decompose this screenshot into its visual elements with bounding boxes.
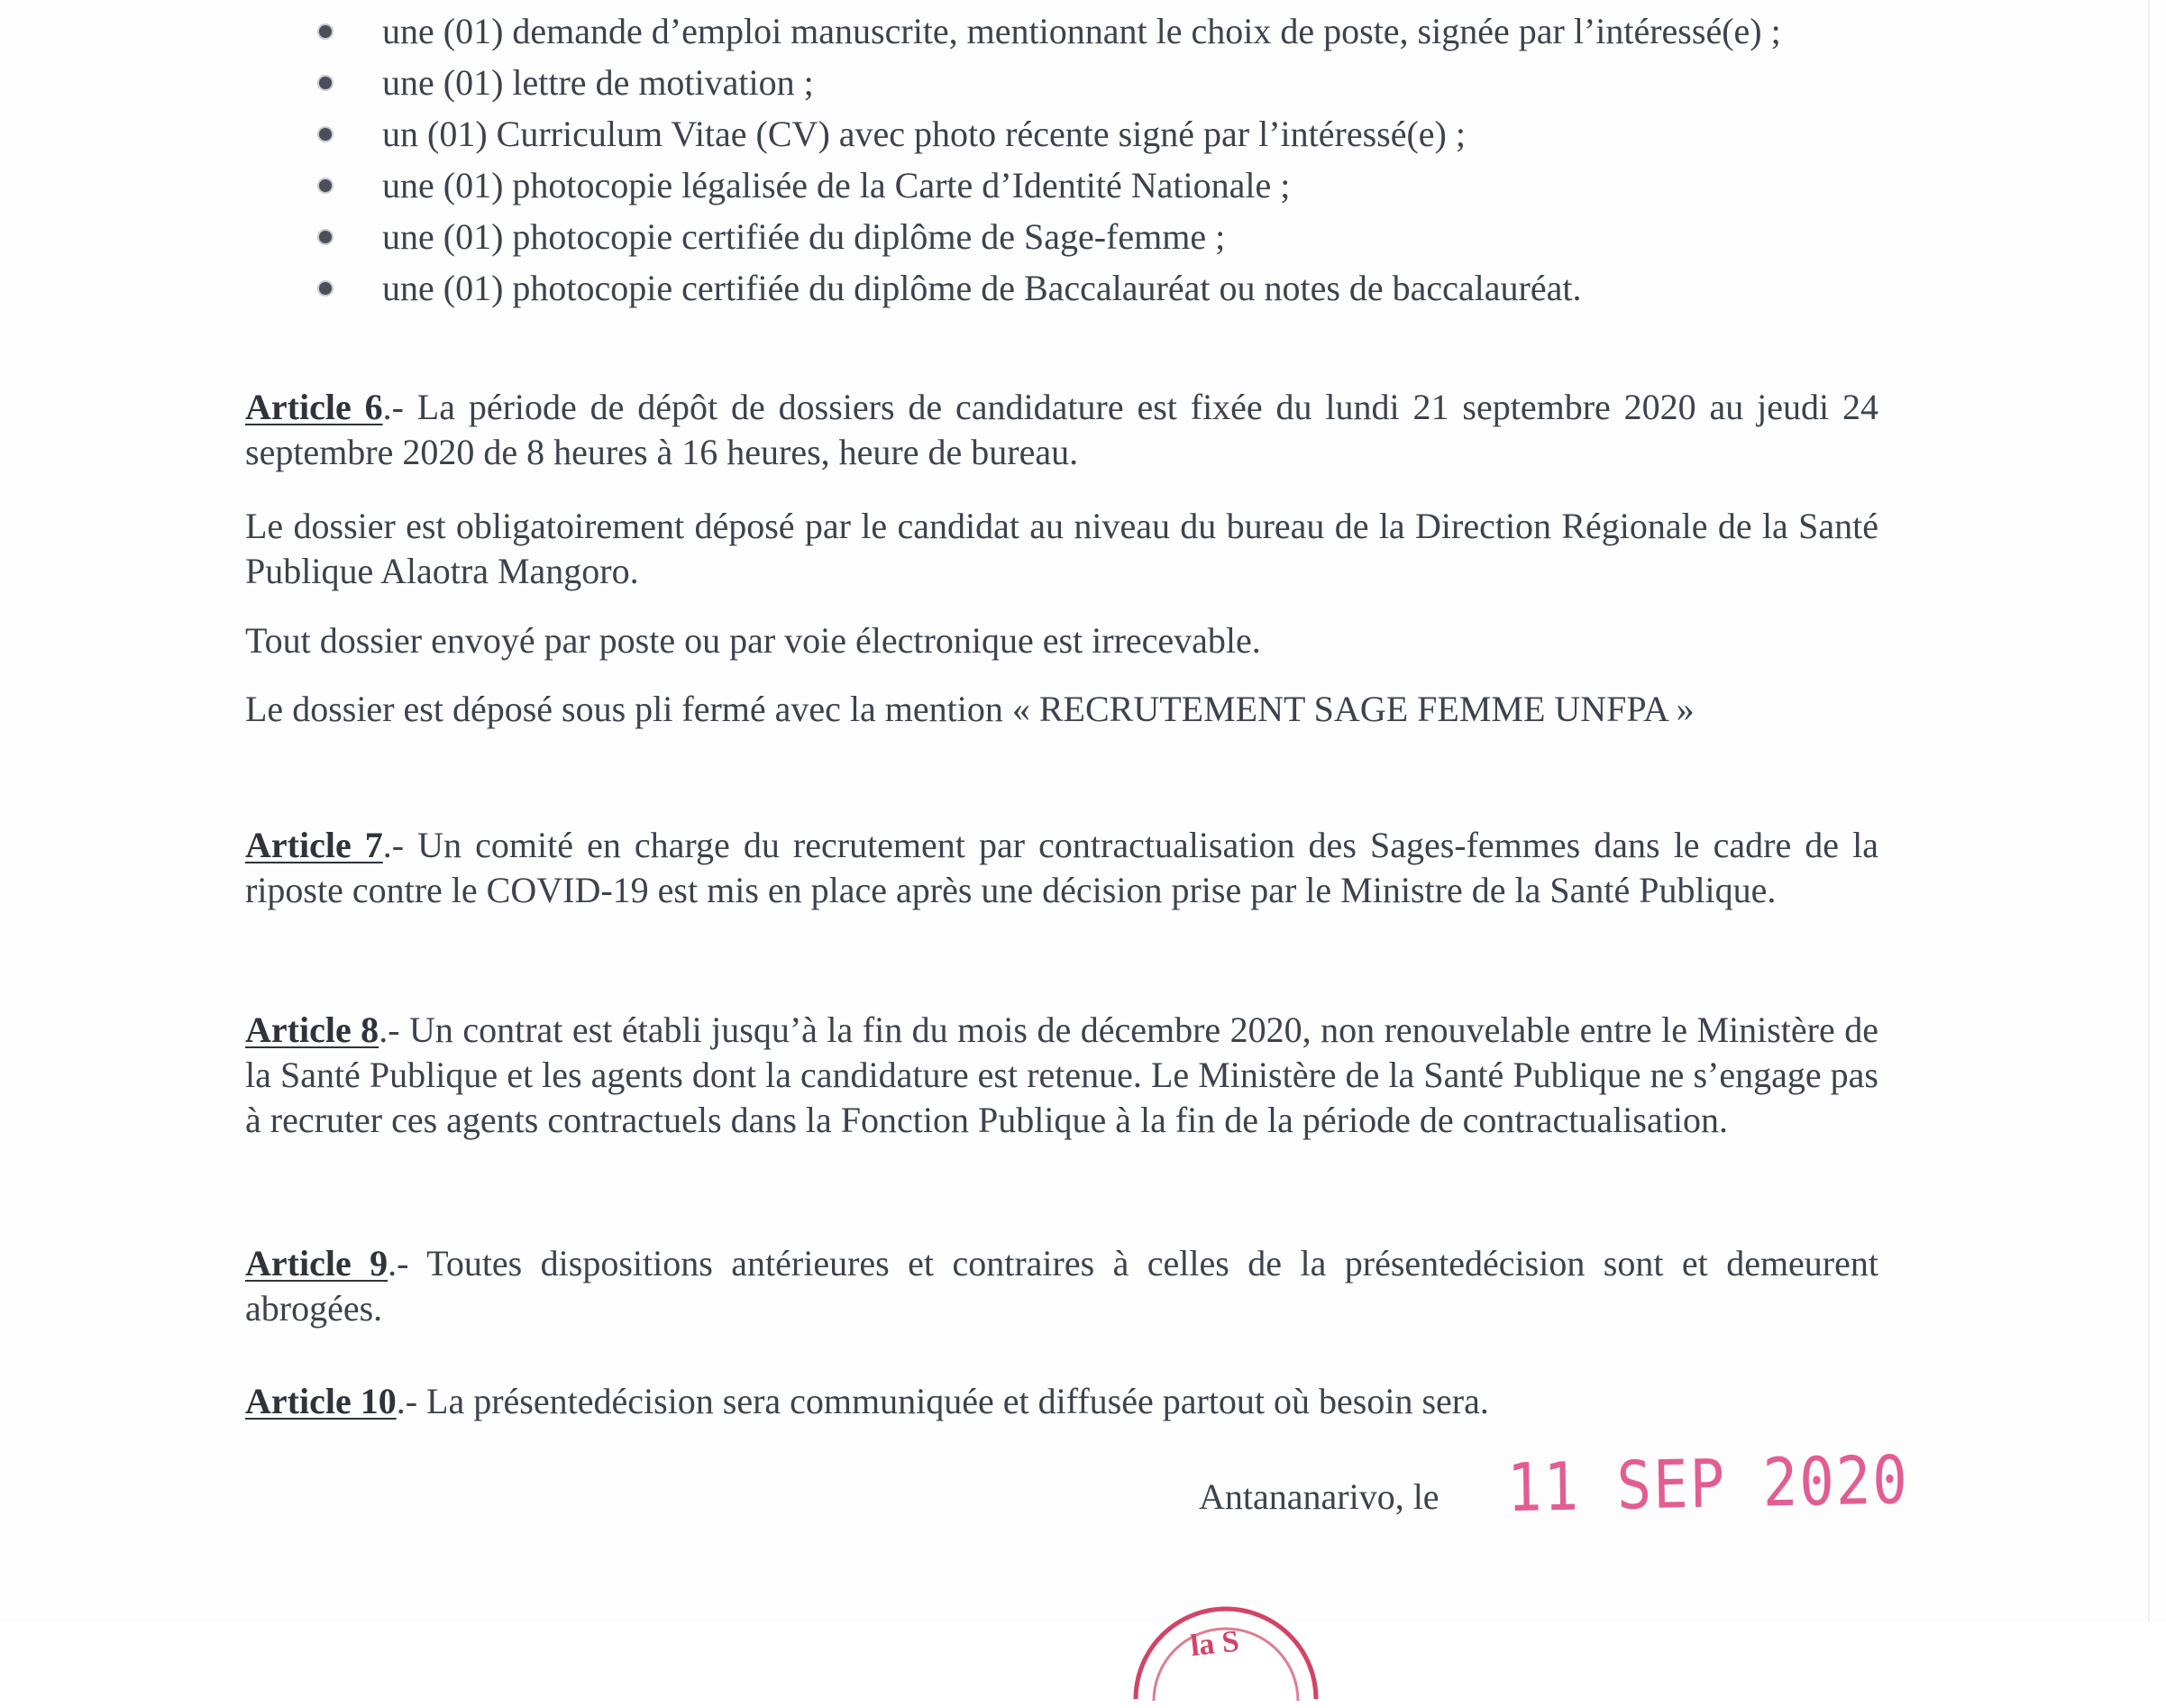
article-7 — [245, 823, 1878, 913]
article-6-label: Article 6 — [245, 387, 383, 427]
article-6-paragraph-4: Le dossier est déposé sous pli fermé avec la mention « RECRUTEMENT SAGE FEMME UNFPA » — [245, 689, 1695, 729]
article-6-deposit-location — [245, 504, 1878, 594]
bullet-icon — [319, 25, 332, 38]
list-item-text: une (01) lettre de motivation ; — [382, 62, 814, 103]
list-item — [245, 60, 1878, 105]
seal-text: la S — [1188, 1624, 1241, 1663]
bullet-icon — [319, 179, 332, 192]
article-10 — [245, 1379, 1878, 1424]
article-9-text: .- Toutes dispositions antérieures et contraires à celles de la présentedécision sont et demeurent abrogées. — [245, 1243, 1878, 1329]
article-6-rejection-note — [245, 618, 1878, 663]
list-item-text: un (01) Curriculum Vitae (CV) avec photo récente signé par l’intéressé(e) ; — [382, 114, 1466, 154]
article-10-label: Article 10 — [245, 1381, 397, 1421]
article-10-paragraph — [245, 1379, 1878, 1424]
signature-place: Antananarivo, le — [1199, 1476, 1439, 1517]
article-9 — [245, 1241, 1878, 1331]
list-item-text: une (01) photocopie légalisée de la Carte d’Identité Nationale ; — [382, 165, 1291, 206]
article-7-text: .- Un comité en charge du recrutement par contractualisation des Sages-femmes dans le cadre de la riposte contre le COVID-19 est mis en place après une décision prise par le Ministre de la Santé Publique. — [245, 825, 1878, 910]
article-6-paragraph-2: Le dossier est obligatoirement déposé par le candidat au niveau du bureau de la Direction Régionale de la Santé Publique Alaotra Mangoro. — [245, 506, 1878, 591]
article-8-paragraph — [245, 1008, 1878, 1143]
bullet-icon — [319, 282, 332, 295]
list-item — [245, 112, 1878, 157]
article-8-label: Article 8 — [245, 1009, 379, 1050]
article-8 — [245, 1008, 1878, 1143]
article-6-paragraph — [245, 385, 1878, 475]
article-6-text: .- La période de dépôt de dossiers de candidature est fixée du lundi 21 septembre 2020 au jeudi 24 septembre 2020 de 8 heures à 16 heures, heure de bureau. — [245, 387, 1878, 472]
article-7-label: Article 7 — [245, 825, 383, 865]
article-10-text: .- La présentedécision sera communiquée et diffusée partout où besoin sera. — [396, 1381, 1489, 1421]
list-item-text: une (01) photocopie certifiée du diplôme de Baccalauréat ou notes de baccalauréat. — [382, 268, 1582, 308]
list-item — [245, 215, 1878, 260]
article-9-paragraph — [245, 1241, 1878, 1331]
bullet-icon — [319, 77, 332, 89]
list-item-text: une (01) demande d’emploi manuscrite, mentionnant le choix de poste, signée par l’intéressé(e) ; — [382, 11, 1781, 51]
article-9-label: Article 9 — [245, 1243, 388, 1283]
article-7-paragraph — [245, 823, 1878, 913]
article-6 — [245, 385, 1878, 475]
official-seal-icon — [1127, 1600, 1325, 1708]
date-stamp: 11 SEP 2020 — [1506, 1442, 1910, 1528]
bullet-icon — [319, 231, 332, 243]
required-documents-list — [245, 9, 1878, 317]
article-6-paragraph-3: Tout dossier envoyé par poste ou par voie électronique est irrecevable. — [245, 620, 1261, 661]
list-item — [245, 266, 1878, 311]
list-item — [245, 163, 1878, 208]
article-8-text: .- Un contrat est établi jusqu’à la fin du mois de décembre 2020, non renouvelable entre le Ministère de la Santé Publique et les agents dont la candidature est retenue. Le Ministère de la Santé Publique ne s’engage pas à recruter ces agents contractuels dans la Fonction Publique à la fin de la période de contractualisation. — [245, 1009, 1878, 1140]
list-item-text: une (01) photocopie certifiée du diplôme de Sage-femme ; — [382, 216, 1226, 257]
list-item — [245, 9, 1878, 54]
article-6-envelope-note — [245, 687, 1878, 732]
bullet-icon — [319, 128, 332, 141]
scan-edge — [2148, 0, 2150, 1622]
